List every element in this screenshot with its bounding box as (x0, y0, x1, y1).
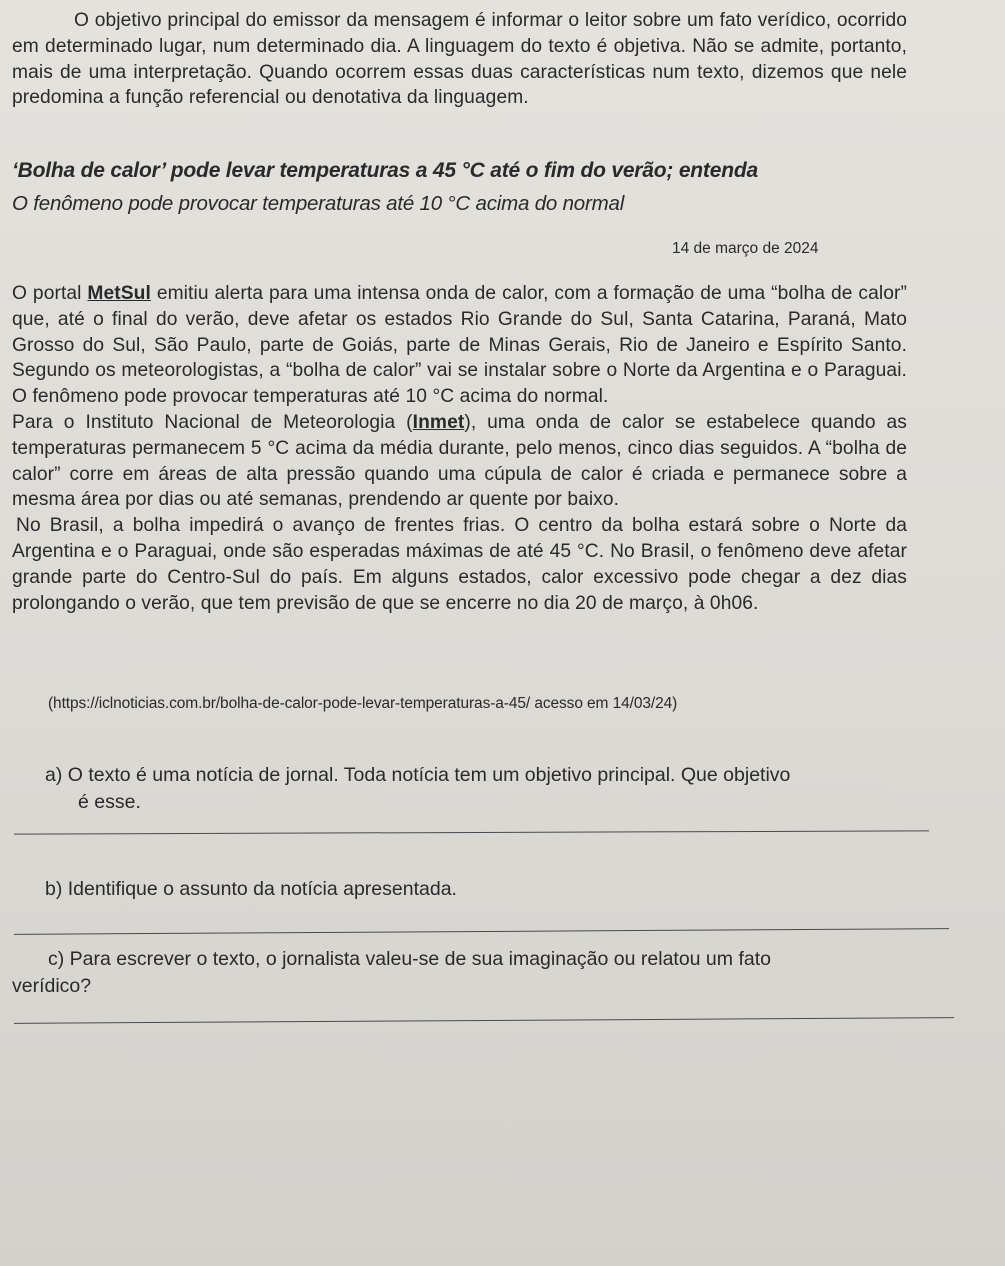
question-c (12, 946, 942, 1000)
article-subheadline: O fenômeno pode provocar temperaturas até 10 °C acima do normal (12, 192, 625, 215)
article-body (12, 281, 907, 616)
article-paragraph-1-start: O portal (12, 283, 88, 304)
intro-paragraph: O objetivo principal do emissor da mensagem é informar o leitor sobre um fato verídico, ocorrido em determinado lugar, num determinado dia. A linguagem do texto é objetiva. Não se admite, portanto, mais de uma interpretação. Quando ocorrem essas duas características num texto, dizemos que nele predomina a função referencial ou denotativa da linguagem. (12, 10, 907, 109)
article-headline: ‘Bolha de calor’ pode levar temperaturas a 45 °C até o fim do verão; entenda (12, 159, 758, 182)
question-c-line-2: verídico? (12, 975, 92, 997)
answer-line-a[interactable] (14, 830, 929, 834)
metsul-brand: MetSul (87, 283, 151, 304)
question-b: b) Identifique o assunto da notícia apresentada. (45, 878, 457, 900)
article-paragraph-3: No Brasil, a bolha impedirá o avanço de frentes frias. O centro da bolha estará sobre o Norte da Argentina e o Paraguai, onde são esperadas máximas de até 45 °C. No Brasil, o fenômeno deve afetar grande parte do Centro-Sul do país. Em alguns estados, calor excessivo pode chegar a dez dias prolongando o verão, que tem previsão de que se encerre no dia 20 de março, à 0h06. (12, 515, 907, 614)
article-paragraph-1 (12, 281, 907, 410)
question-a-line-1: a) O texto é uma notícia de jornal. Toda notícia tem um objetivo principal. Que objetivo (45, 764, 791, 786)
article-paragraph-1-rest: emitiu alerta para uma intensa onda de calor, com a formação de uma “bolha de calor” que, até o final do verão, deve afetar os estados Rio Grande do Sul, Santa Catarina, Paraná, Mato Grosso do Sul, São Paulo, parte de Goiás, parte de Minas Gerais, Rio de Janeiro e Espírito Santo. Segundo os meteorologistas, a “bolha de calor” vai se instalar sobre o Norte da Argentina e o Paraguai. O fenômeno pode provocar temperaturas até 10 °C acima do normal. (12, 283, 907, 408)
article-paragraph-2-start: Para o Instituto Nacional de Meteorologia ( (12, 411, 413, 433)
question-a-line-2: é esse. (78, 791, 141, 813)
question-c-line-1: c) Para escrever o texto, o jornalista valeu-se de sua imaginação ou relatou um fato (48, 948, 771, 970)
answer-line-b[interactable] (14, 928, 949, 935)
answer-line-c[interactable] (14, 1017, 954, 1024)
article-paragraph-2-rest: ), uma onda de calor se estabelece quando as temperaturas permanecem 5 °C acima da média durante, pelo menos, cinco dias seguidos. A “bolha de calor” corre em áreas de alta pressão quando uma cúpula de calor é criada e permanece sobre a mesma área por dias ou até semanas, prendendo ar quente por baixo. (12, 411, 907, 511)
article-date: 14 de março de 2024 (672, 240, 819, 257)
question-a (45, 762, 945, 816)
inmet-brand: Inmet (412, 411, 465, 433)
article-source: (https://iclnoticias.com.br/bolha-de-calor-pode-levar-temperaturas-a-45/ acesso em 14/03/24) (48, 695, 678, 712)
article-paragraph-2 (12, 410, 907, 513)
